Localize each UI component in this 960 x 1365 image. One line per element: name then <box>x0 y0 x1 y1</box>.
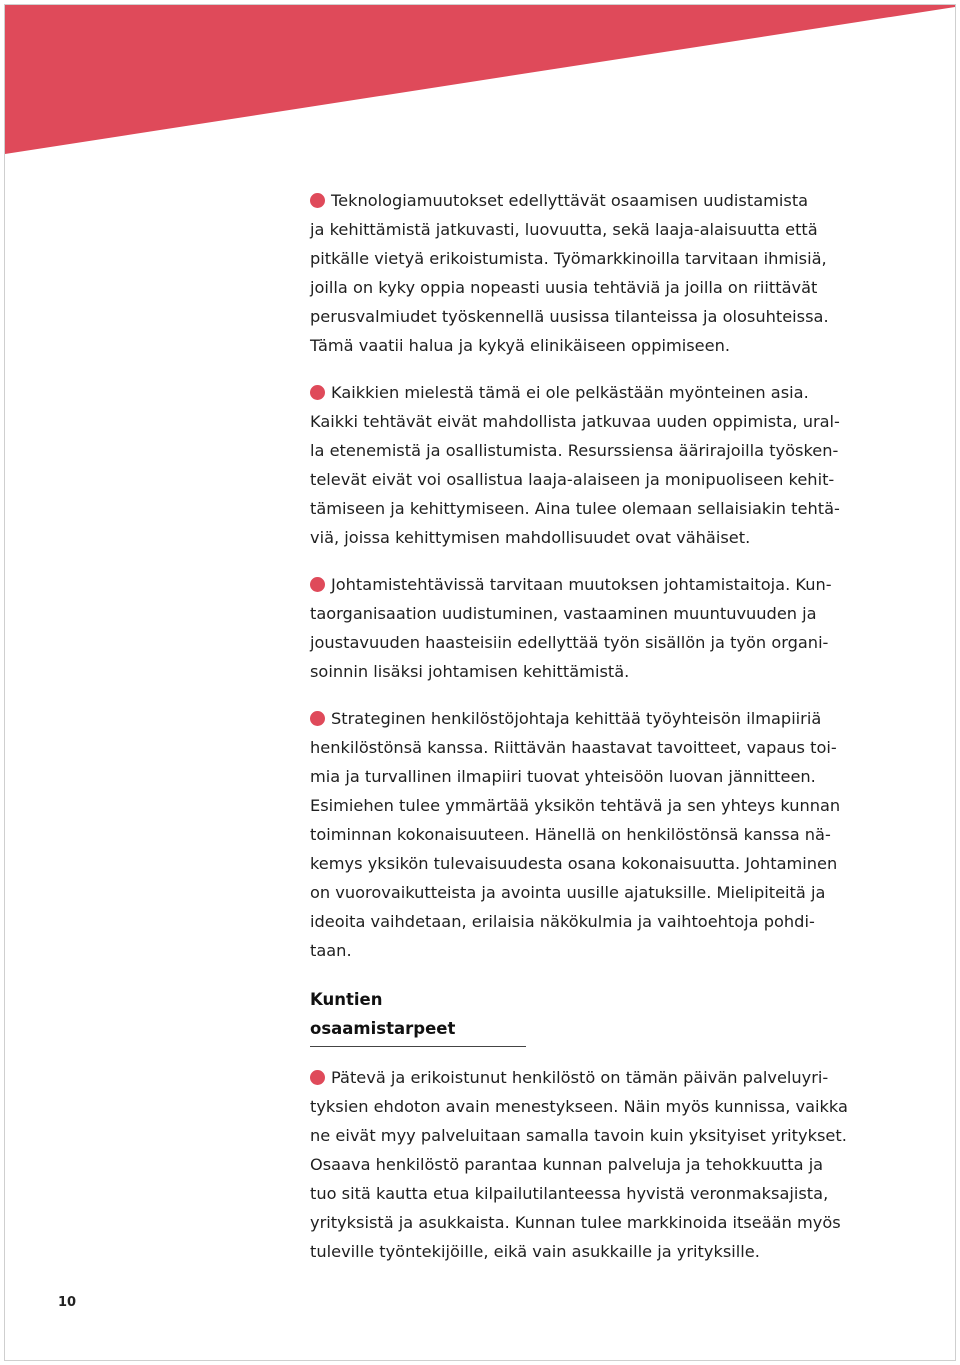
bullet-icon <box>310 711 325 726</box>
paragraph-strategic-hr <box>310 704 870 965</box>
paragraph-line: televät eivät voi osallistua laaja-alaiseen ja monipuoliseen kehit- <box>310 470 835 489</box>
page-number: 10 <box>58 1295 77 1310</box>
section-heading-text: Kuntien osaamistarpeet <box>310 990 456 1038</box>
paragraph-line: la etenemistä ja osallistumista. Resurssiensa äärirajoilla työsken- <box>310 441 839 460</box>
paragraph-line: perusvalmiudet työskennellä uusissa tilanteissa ja olosuhteissa. <box>310 307 829 326</box>
paragraph-line: taan. <box>310 941 352 960</box>
paragraph-line: taorganisaation uudistuminen, vastaaminen muuntuvuuden ja <box>310 604 817 623</box>
paragraph-line: Tämä vaatii halua ja kykyä elinikäiseen oppimiseen. <box>310 336 730 355</box>
paragraph-line: Esimiehen tulee ymmärtää yksikön tehtävä ja sen yhteys kunnan <box>310 796 841 815</box>
main-content <box>310 186 870 1284</box>
paragraph-line: toiminnan kokonaisuuteen. Hänellä on henkilöstönsä kanssa nä- <box>310 825 831 844</box>
paragraph-line: Osaava henkilöstö parantaa kunnan palveluja ja tehokkuutta ja <box>310 1155 824 1174</box>
banner-shape <box>5 5 955 154</box>
line-text: Kaikkien mielestä tämä ei ole pelkästään myönteinen asia. <box>331 383 809 402</box>
bullet-icon <box>310 1070 325 1085</box>
paragraph-line: ja kehittämistä jatkuvasti, luovuutta, sekä laaja-alaisuutta että <box>310 220 818 239</box>
paragraph-line <box>310 704 870 733</box>
paragraph-technology <box>310 186 870 360</box>
paragraph-line: henkilöstönsä kanssa. Riittävän haastavat tavoitteet, vapaus toi- <box>310 738 837 757</box>
paragraph-line: tuleville työntekijöille, eikä vain asukkaille ja yrityksille. <box>310 1242 760 1261</box>
paragraph-not-positive <box>310 378 870 552</box>
paragraph-line: viä, joissa kehittymisen mahdollisuudet ovat vähäiset. <box>310 528 751 547</box>
section-heading <box>310 985 526 1047</box>
paragraph-line: on vuorovaikutteista ja avointa uusille ajatuksille. Mielipiteitä ja <box>310 883 826 902</box>
paragraph-leadership <box>310 570 870 686</box>
paragraph-line <box>310 186 870 215</box>
paragraph-line: Kaikki tehtävät eivät mahdollista jatkuvaa uuden oppimista, ural- <box>310 412 840 431</box>
paragraph-line: tämiseen ja kehittymiseen. Aina tulee olemaan sellaisiakin tehtä- <box>310 499 840 518</box>
line-text: Teknologiamuutokset edellyttävät osaamisen uudistamista <box>331 191 809 210</box>
paragraph-line <box>310 1063 870 1092</box>
paragraph-line: ideoita vaihdetaan, erilaisia näkökulmia ja vaihtoehtoja pohdi- <box>310 912 815 931</box>
paragraph-line <box>310 378 870 407</box>
line-text: Pätevä ja erikoistunut henkilöstö on tämän päivän palveluyri- <box>331 1068 829 1087</box>
paragraph-line: mia ja turvallinen ilmapiiri tuovat yhteisöön luovan jännitteen. <box>310 767 816 786</box>
line-text: Strateginen henkilöstöjohtaja kehittää työyhteisön ilmapiiriä <box>331 709 822 728</box>
paragraph-line: tuo sitä kautta etua kilpailutilanteessa hyvistä veronmaksajista, <box>310 1184 829 1203</box>
paragraph-line: tyksien ehdoton avain menestykseen. Näin myös kunnissa, vaikka <box>310 1097 848 1116</box>
paragraph-line: kemys yksikön tulevaisuudesta osana kokonaisuutta. Johtaminen <box>310 854 838 873</box>
paragraph-line: joilla on kyky oppia nopeasti uusia tehtäviä ja joilla on riittävät <box>310 278 818 297</box>
paragraph-line: soinnin lisäksi johtamisen kehittämistä. <box>310 662 630 681</box>
paragraph-competent-staff <box>310 1063 870 1266</box>
bullet-icon <box>310 577 325 592</box>
paragraph-line: pitkälle vietyä erikoistumista. Työmarkkinoilla tarvitaan ihmisiä, <box>310 249 827 268</box>
bullet-icon <box>310 193 325 208</box>
line-text: Johtamistehtävissä tarvitaan muutoksen johtamistaitoja. Kun- <box>331 575 832 594</box>
paragraph-line: yrityksistä ja asukkaista. Kunnan tulee markkinoida itseään myös <box>310 1213 841 1232</box>
paragraph-line: joustavuuden haasteisiin edellyttää työn sisällön ja työn organi- <box>310 633 829 652</box>
paragraph-line <box>310 570 870 599</box>
top-banner <box>0 0 960 160</box>
bullet-icon <box>310 385 325 400</box>
paragraph-line: ne eivät myy palveluitaan samalla tavoin kuin yksityiset yritykset. <box>310 1126 847 1145</box>
